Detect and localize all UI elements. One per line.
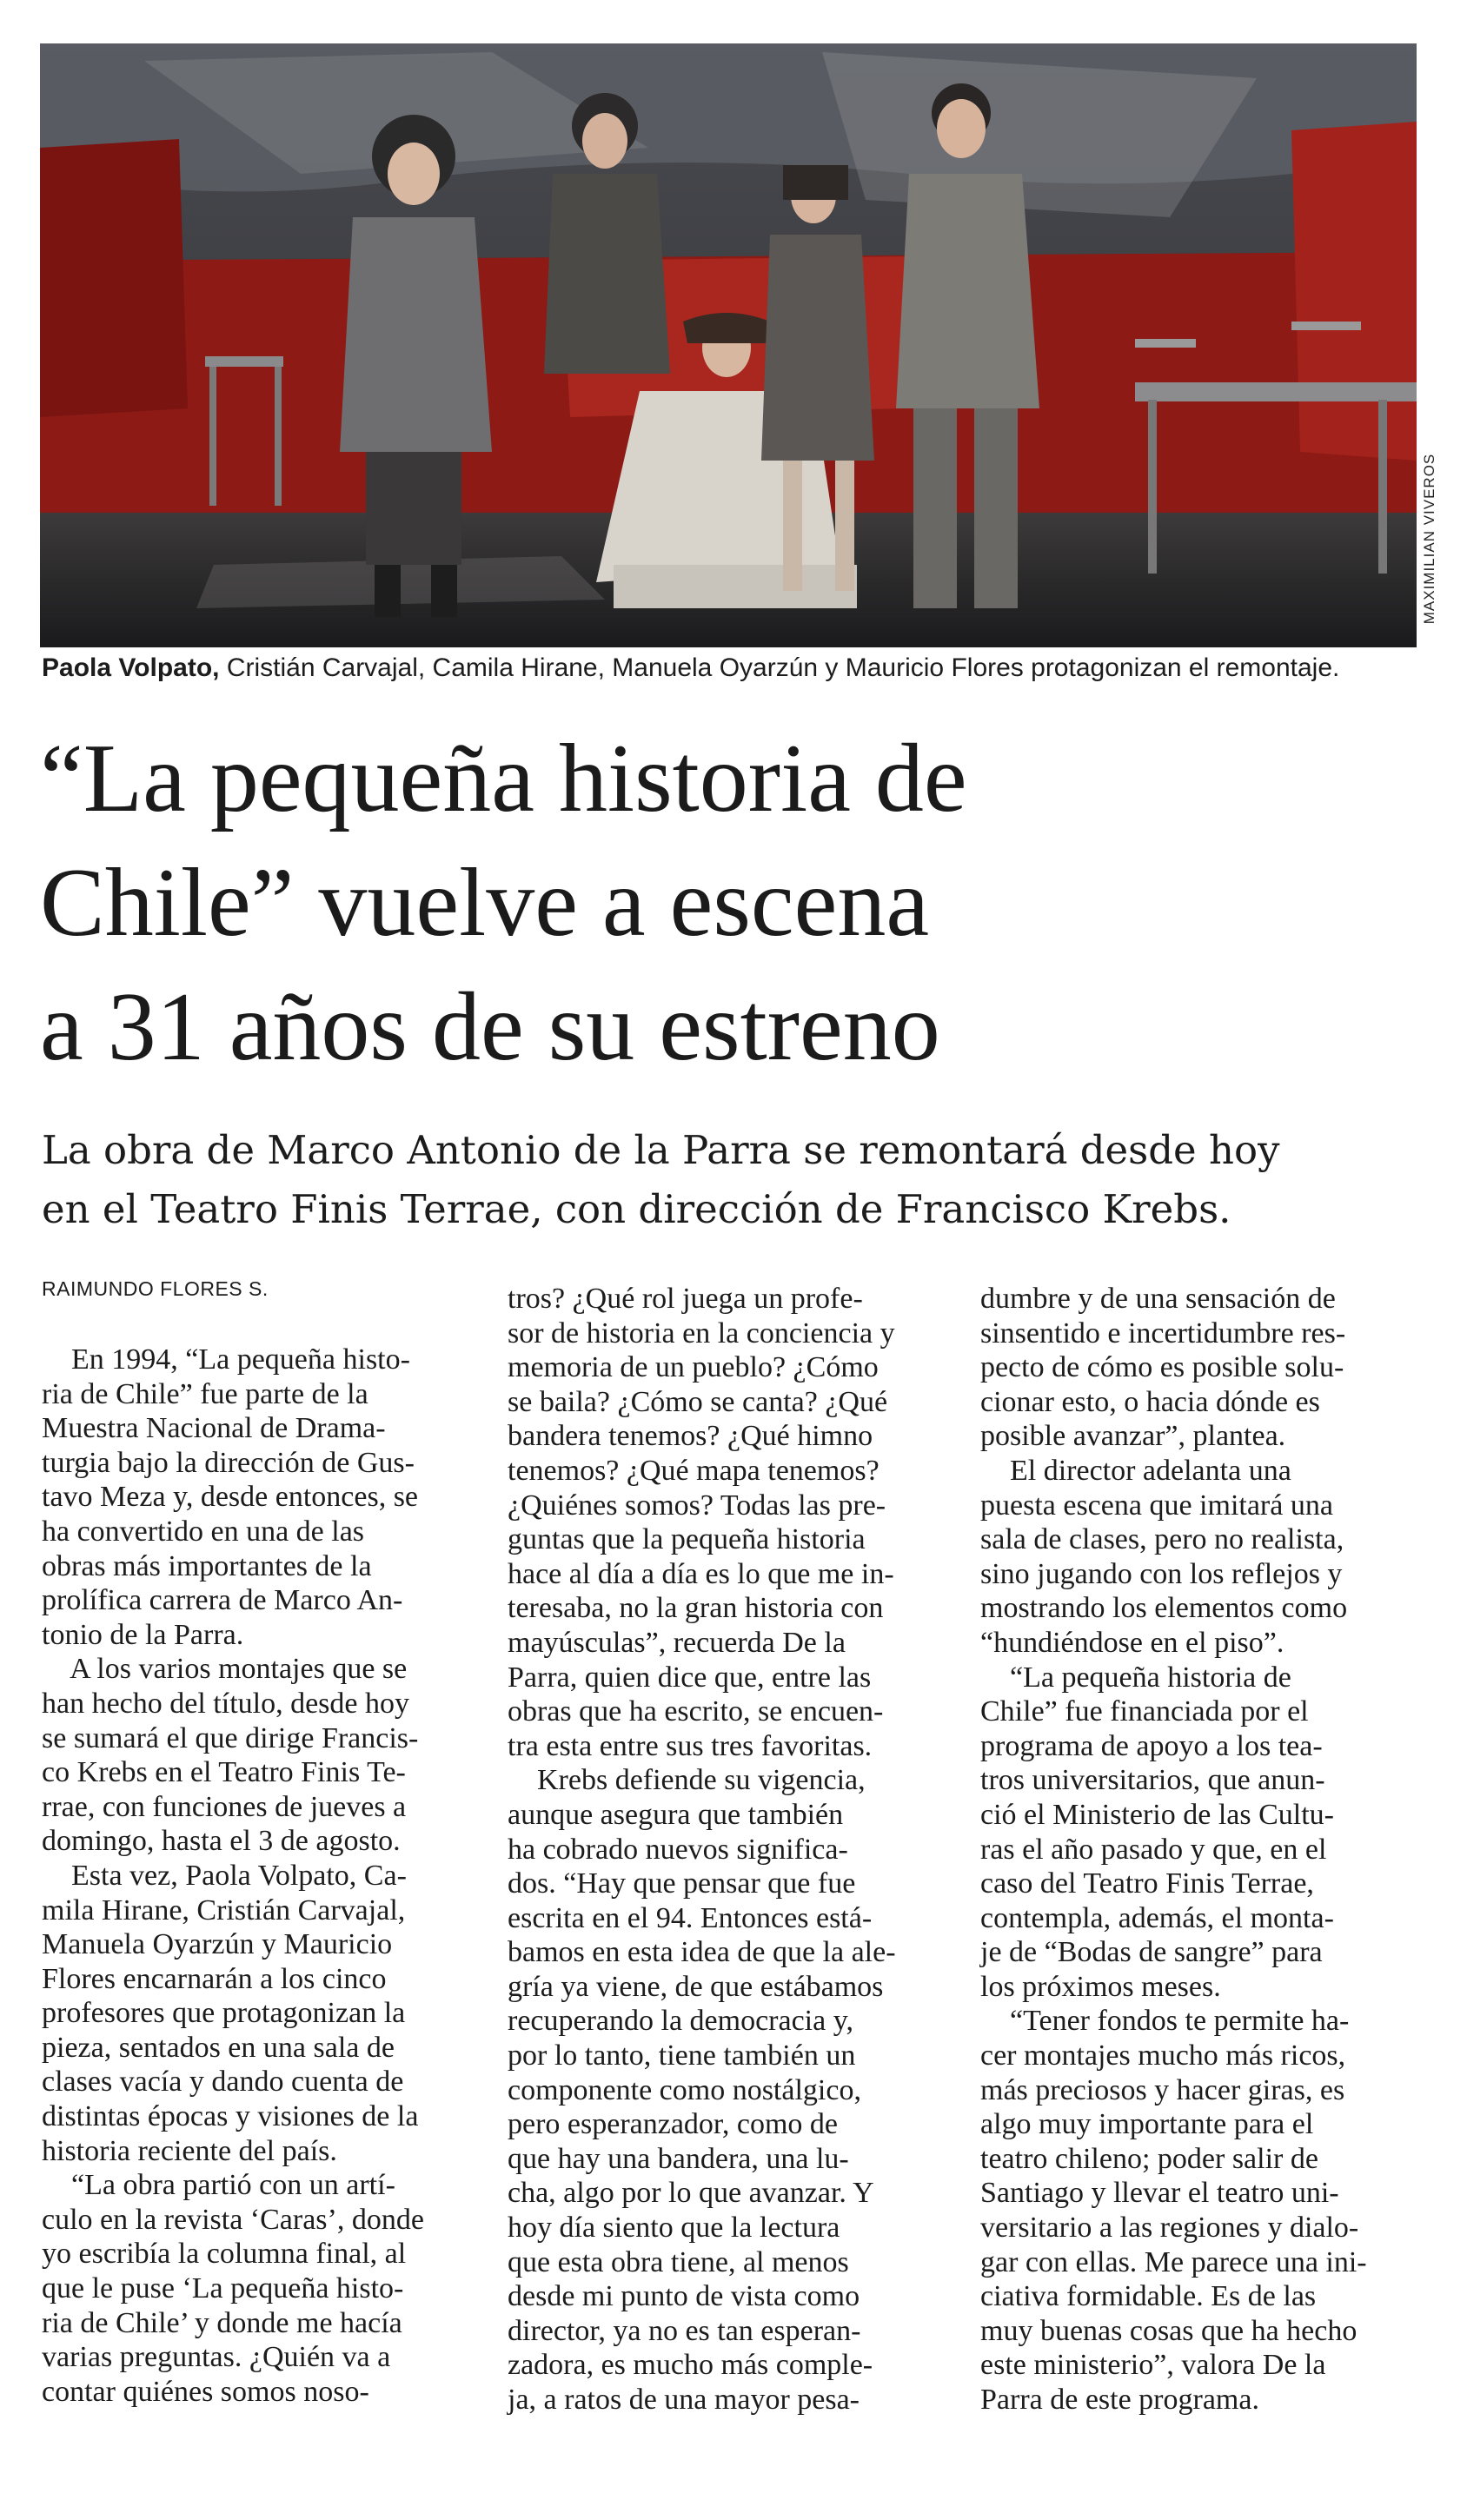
article-line: sinsentido e incertidumbre res- xyxy=(980,1316,1346,1350)
photo-credit: MAXIMILIAN VIVEROS xyxy=(1421,453,1437,625)
article-line: hace al día a día es lo que me in- xyxy=(508,1557,894,1590)
article-line: Parra, quien dice que, entre las xyxy=(508,1661,872,1694)
article-line: ha cobrado nuevos significa- xyxy=(508,1833,848,1866)
article-line: Esta vez, Paola Volpato, Ca- xyxy=(42,1859,407,1892)
article-line: bandera tenemos? ¿Qué himno xyxy=(508,1420,873,1453)
article-column-2 xyxy=(508,1282,942,2417)
article-line: ria de Chile’ y donde me hacía xyxy=(42,2306,402,2339)
article-line: que hay una bandera, una lu- xyxy=(508,2142,849,2175)
article-line: tros? ¿Qué rol juega un profe- xyxy=(508,1283,863,1315)
article-line: Chile” fue financiada por el xyxy=(980,1695,1309,1728)
article-column-3 xyxy=(980,1282,1415,2417)
article-line: se sumará el que dirige Francis- xyxy=(42,1721,419,1754)
article-line: ciativa formidable. Es de las xyxy=(980,2280,1317,2313)
article-line: Parra de este programa. xyxy=(980,2384,1259,2416)
article-line: cionar esto, o hacia dónde es xyxy=(980,1385,1320,1418)
deck-subtitle xyxy=(42,1121,1432,1239)
article-line: Flores encarnarán a los cinco xyxy=(42,1962,387,1995)
article-line: “hundiéndose en el piso”. xyxy=(980,1626,1284,1659)
article-line: mayúsculas”, recuerda De la xyxy=(508,1626,846,1659)
article-line: por lo tanto, tiene también un xyxy=(508,2039,856,2072)
article-line: je de “Bodas de sangre” para xyxy=(980,1936,1323,1969)
article-line: desde mi punto de vista como xyxy=(508,2280,860,2313)
article-line: versitario a las regiones y dialo- xyxy=(980,2212,1359,2245)
deck-line: en el Teatro Finis Terrae, con dirección de Francisco Krebs. xyxy=(42,1186,1231,1232)
article-line: “La pequeña historia de xyxy=(980,1661,1291,1694)
caption-text: Cristián Carvajal, Camila Hirane, Manuela Oyarzún y Mauricio Flores protagonizan el remontaje. xyxy=(219,653,1340,682)
article-line: distintas épocas y visiones de la xyxy=(42,2100,419,2133)
article-line: pero esperanzador, como de xyxy=(508,2108,839,2141)
article-line: contar quiénes somos noso- xyxy=(42,2375,369,2408)
article-line: historia reciente del país. xyxy=(42,2134,337,2167)
article-line: gar con ellas. Me parece una ini- xyxy=(980,2245,1367,2278)
article-line: A los varios montajes que se xyxy=(42,1653,408,1686)
article-line: mostrando los elementos como xyxy=(980,1592,1348,1625)
article-line: sor de historia en la conciencia y xyxy=(508,1316,895,1350)
article-line: ¿Quiénes somos? Todas las pre- xyxy=(508,1489,886,1522)
article-line: tavo Meza y, desde entonces, se xyxy=(42,1481,419,1514)
article-line: hoy día siento que la lectura xyxy=(508,2212,840,2245)
article-line: varias preguntas. ¿Quién va a xyxy=(42,2341,391,2374)
article-line: dumbre y de una sensación de xyxy=(980,1283,1336,1315)
article-line: caso del Teatro Finis Terrae, xyxy=(980,1867,1314,1900)
article-body xyxy=(42,1282,1432,2498)
article-line: Muestra Nacional de Drama- xyxy=(42,1412,386,1445)
article-line: sala de clases, pero no realista, xyxy=(980,1523,1344,1556)
headline-line: “La pequeña historia de xyxy=(40,725,967,832)
article-line: ció el Ministerio de las Cultu- xyxy=(980,1798,1334,1831)
article-line: culo en la revista ‘Caras’, donde xyxy=(42,2203,424,2236)
article-line: yo escribía la columna final, al xyxy=(42,2238,407,2271)
article-line: tros universitarios, que anun- xyxy=(980,1764,1325,1797)
article-line: Krebs defiende su vigencia, xyxy=(508,1764,866,1797)
deck-line: La obra de Marco Antonio de la Parra se remontará desde hoy xyxy=(42,1127,1280,1173)
article-line: los próximos meses. xyxy=(980,1970,1221,2003)
article-line: profesores que protagonizan la xyxy=(42,1997,406,2030)
headline xyxy=(40,717,1430,1090)
article-line: han hecho del título, desde hoy xyxy=(42,1687,410,1720)
article-line: pecto de cómo es posible solu- xyxy=(980,1351,1344,1384)
caption-bold-names: Paola Volpato, xyxy=(42,653,220,682)
article-line: domingo, hasta el 3 de agosto. xyxy=(42,1825,401,1858)
article-line: ria de Chile” fue parte de la xyxy=(42,1377,368,1410)
article-line: se baila? ¿Cómo se canta? ¿Qué xyxy=(508,1385,888,1418)
article-line: memoria de un pueblo? ¿Cómo xyxy=(508,1351,879,1384)
photo-caption xyxy=(42,653,1432,683)
article-line: Santiago y llevar el teatro uni- xyxy=(980,2177,1339,2210)
article-line: que le puse ‘La pequeña histo- xyxy=(42,2272,404,2305)
article-line: bamos en esta idea de que la ale- xyxy=(508,1936,896,1969)
article-line: tra esta entre sus tres favoritas. xyxy=(508,1729,873,1762)
article-line: programa de apoyo a los tea- xyxy=(980,1729,1323,1762)
headline-line: a 31 años de su estreno xyxy=(40,973,940,1081)
article-line: más preciosos y hacer giras, es xyxy=(980,2073,1345,2106)
article-line: posible avanzar”, plantea. xyxy=(980,1420,1286,1453)
article-line: gría ya viene, de que estábamos xyxy=(508,1970,884,2003)
article-line: “La obra partió con un artí- xyxy=(42,2169,395,2202)
article-line: El director adelanta una xyxy=(980,1454,1291,1487)
article-line: ja, a ratos de una mayor pesa- xyxy=(508,2384,860,2416)
article-line: recuperando la democracia y, xyxy=(508,2005,854,2038)
article-line: “Tener fondos te permite ha- xyxy=(980,2005,1350,2038)
stage-photo xyxy=(40,43,1417,647)
article-line: teresaba, no la gran historia con xyxy=(508,1592,884,1625)
article-line: Manuela Oyarzún y Mauricio xyxy=(42,1928,393,1961)
article-line: teatro chileno; poder salir de xyxy=(980,2142,1318,2175)
article-line: obras más importantes de la xyxy=(42,1549,372,1582)
article-line: tenemos? ¿Qué mapa tenemos? xyxy=(508,1454,880,1487)
article-line: sino jugando con los reflejos y xyxy=(980,1557,1343,1590)
article-line: dos. “Hay que pensar que fue xyxy=(508,1867,856,1900)
article-line: contempla, además, el monta- xyxy=(980,1901,1334,1934)
article-line: algo muy importante para el xyxy=(980,2108,1314,2141)
article-line: componente como nostálgico, xyxy=(508,2073,861,2106)
article-line: rrae, con funciones de jueves a xyxy=(42,1790,407,1823)
article-line: este ministerio”, valora De la xyxy=(980,2349,1326,2382)
article-line: que esta obra tiene, al menos xyxy=(508,2245,849,2278)
article-line: guntas que la pequeña historia xyxy=(508,1523,866,1556)
article-line: cer montajes mucho más ricos, xyxy=(980,2039,1346,2072)
article-line: zadora, es mucho más comple- xyxy=(508,2349,873,2382)
article-line: muy buenas cosas que ha hecho xyxy=(980,2314,1357,2347)
article-line: ras el año pasado y que, en el xyxy=(980,1833,1327,1866)
byline: RAIMUNDO FLORES S. xyxy=(42,1277,269,1300)
article-column-1 xyxy=(42,1343,476,2409)
article-line: escrita en el 94. Entonces está- xyxy=(508,1901,873,1934)
article-line: co Krebs en el Teatro Finis Te- xyxy=(42,1756,406,1789)
article-line: turgia bajo la dirección de Gus- xyxy=(42,1446,415,1479)
article-line: obras que ha escrito, se encuen- xyxy=(508,1695,884,1728)
article-line: ha convertido en una de las xyxy=(42,1515,365,1548)
article-line: clases vacía y dando cuenta de xyxy=(42,2066,404,2099)
article-line: aunque asegura que también xyxy=(508,1798,844,1831)
article-line: prolífica carrera de Marco An- xyxy=(42,1584,403,1617)
article-line: cha, algo por lo que avanzar. Y xyxy=(508,2177,874,2210)
article-line: puesta escena que imitará una xyxy=(980,1489,1333,1522)
article-line: En 1994, “La pequeña histo- xyxy=(42,1343,410,1376)
headline-line: Chile” vuelve a escena xyxy=(40,849,930,957)
article-line: director, ya no es tan esperan- xyxy=(508,2314,861,2347)
article-line: tonio de la Parra. xyxy=(42,1618,244,1651)
article-line: mila Hirane, Cristián Carvajal, xyxy=(42,1893,406,1926)
article-line: pieza, sentados en una sala de xyxy=(42,2031,395,2064)
